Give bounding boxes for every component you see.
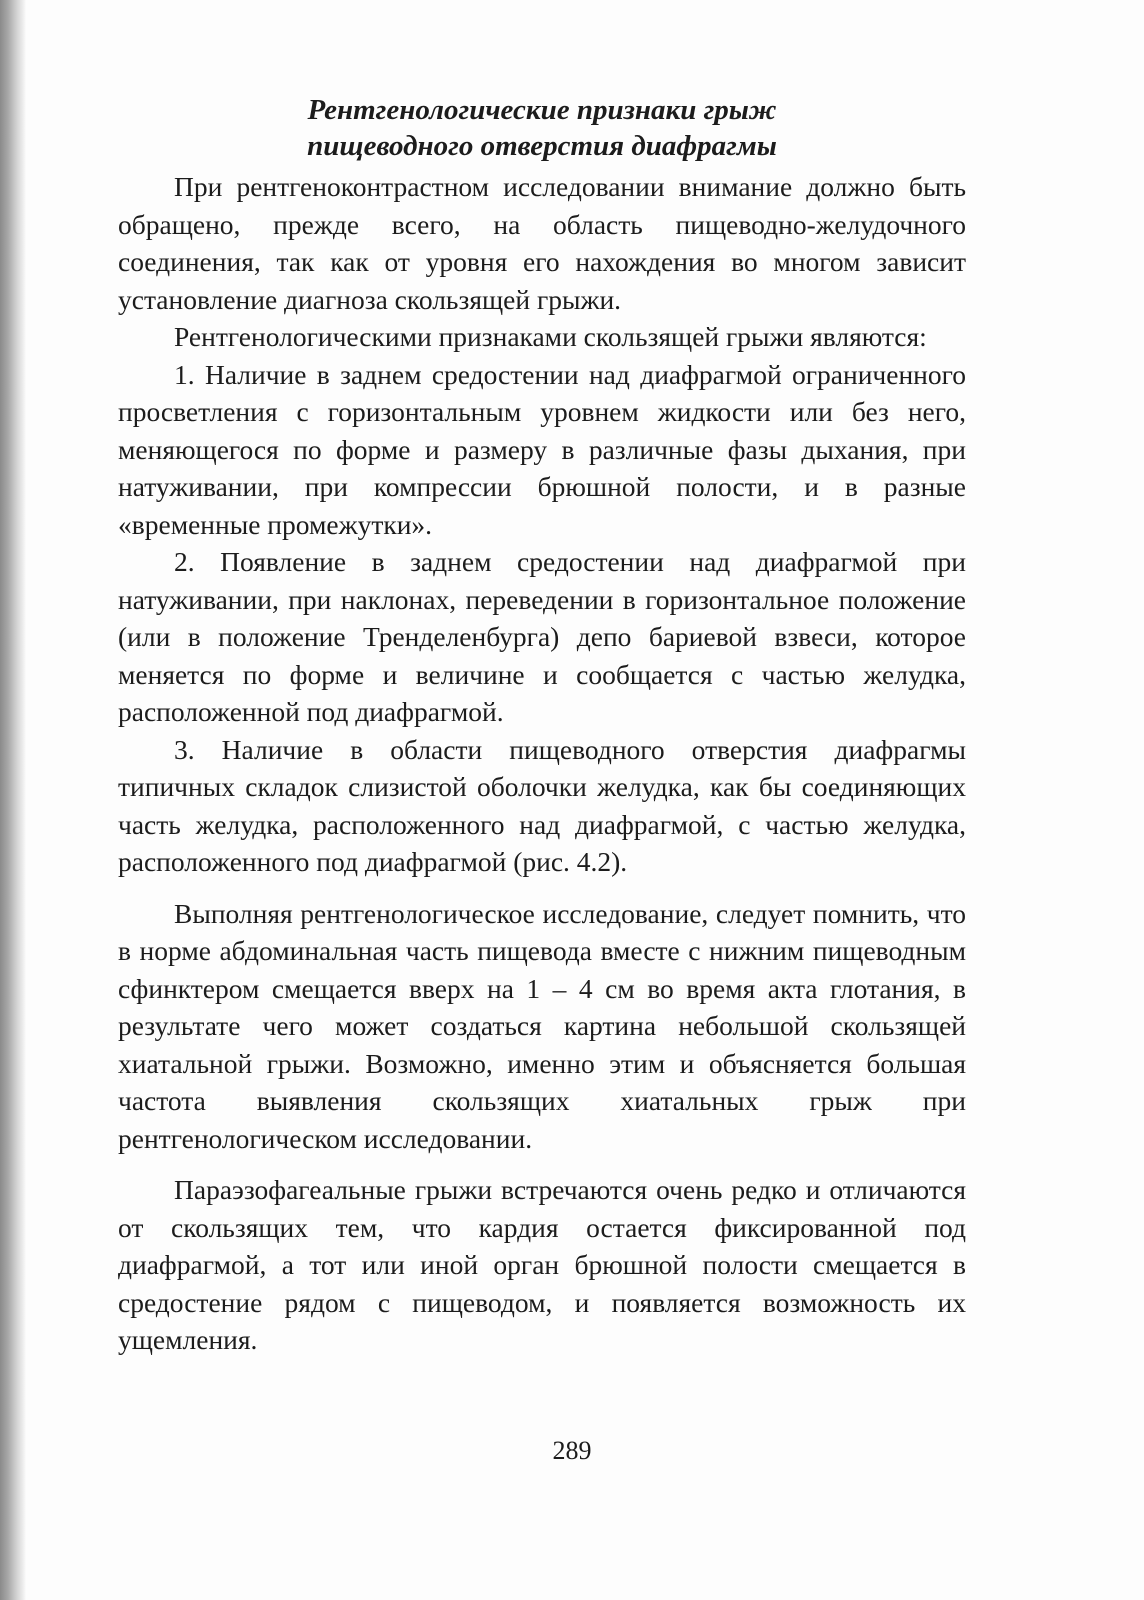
page-content: [118, 92, 966, 1359]
paragraph-sign-2: 2. Появление в заднем средостении над диафрагмой при натуживании, при наклонах, переведении в горизонтальное положение (или в положение Тренделенбурга) депо бариевой взвеси, которое меняется по форме и величине и сообщается с частью желудка, расположенной под диафрагмой.: [118, 546, 966, 727]
paragraph-signs-lead: Рентгенологическими признаками скользящей грыжи являются:: [174, 321, 927, 352]
paragraph-sign-3: 3. Наличие в области пищеводного отверстия диафрагмы типичных складок слизистой оболочки желудка, как бы соединяющих часть желудка, расположенного над диафрагмой, с частью желудка, расположенного под диафрагмой (рис. 4.2).: [118, 733, 966, 877]
section-title-line-2: пищеводного отверстия диафрагмы: [307, 130, 777, 162]
page-number: 289: [552, 1436, 592, 1465]
section-title-line-1: Рентгенологические признаки грыж: [307, 94, 777, 126]
spine-shadow: [0, 0, 26, 1600]
paragraph-sign-1: 1. Наличие в заднем средостении над диафрагмой ограниченного просветления с горизонтальным уровнем жидкости или без него, меняющегося по форме и размеру в различные фазы дыхания, при натуживании, при компрессии брюшной полости, и в разные «временные промежутки».: [118, 358, 966, 540]
paragraph-examination: Выполняя рентгенологическое исследование, следует помнить, что в норме абдоминальная часть пищевода вместе с нижним пищеводным сфинктером смещается вверх на 1 – 4 см во время акта глотания, в результате чего может создаться картина небольшой скользящей хиатальной грыжи. Возможно, именно этим и объясняется большая частота выявления скользящих хиатальных грыж при рентгенологическом исследовании.: [118, 897, 966, 1154]
paragraph-paraesophageal: Параэзофагеальные грыжи встречаются очень редко и отличаются от скользящих тем, что кардия остается фиксированной под диафрагмой, а тот или иной орган брюшной полости смещается в средостение рядом с пищеводом, и появляется возможность их ущемления.: [118, 1174, 966, 1355]
paragraph-intro: При рентгеноконтрастном исследовании внимание должно быть обращено, прежде всего, на область пищеводно-желудочного соединения, так как от уровня его нахождения во многом зависит установление диагноза скользящей грыжи.: [118, 171, 966, 315]
section-title: [118, 92, 966, 164]
